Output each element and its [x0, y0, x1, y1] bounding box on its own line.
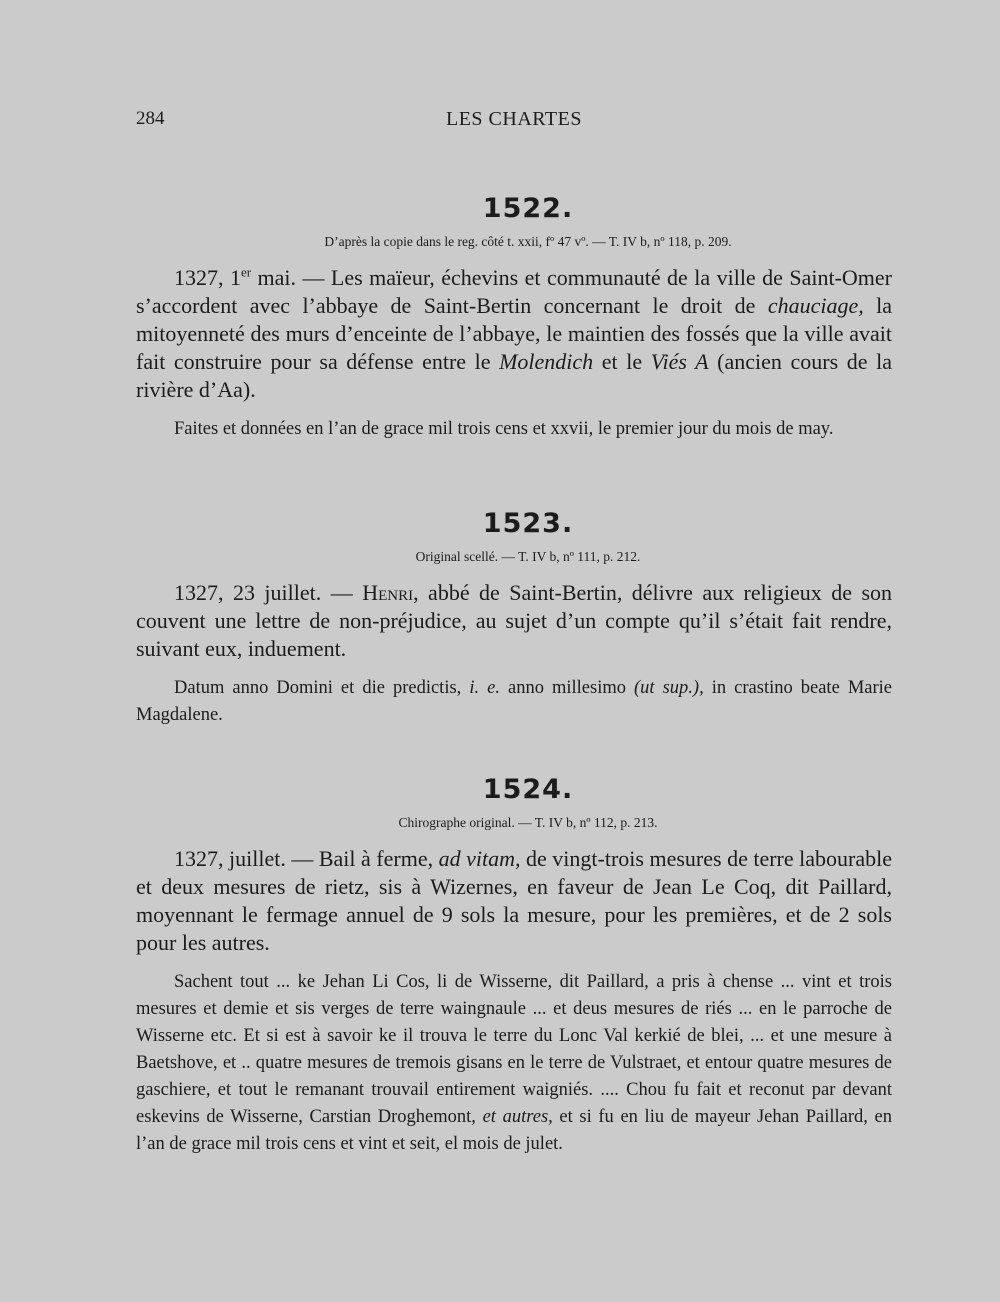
- charter-entry-1522: [136, 193, 892, 443]
- charter-quote: Sachent tout ... ke Jehan Li Cos, li de Wisserne, dit Paillard, a pris à chense ... vint et trois mesures et demie et sis verges de terre waingnaule ... et deus mesures de riés ... en le parroche de Wisserne etc. Et si est à savoir ke il trouva le terre du Lonc Val kerkié de blei, ... et une mesure à Baetshove, et .. quatre mesures de tremois gisans en le terre de Vulstraet, et entour quatre mesures de gaschiere, et tout le remanant trouvail entirement waigniés. .... Chou fu fait et reconut par devant eskevins de Wisserne, Carstian Droghemont, et autres, et si fu en liu de mayeur Jehan Paillard, en l’an de grace mil trois cens et vint et seit, el mois de julet.: [136, 972, 892, 1154]
- charter-quote: Faites et données en l’an de grace mil trois cens et xxvii, le premier jour du mois de may.: [174, 419, 834, 439]
- charter-number: 1524.: [482, 774, 574, 805]
- charter-summary: 1327, 23 juillet. — Henri, abbé de Saint-Bertin, délivre aux religieux de son couvent une lettre de non-préjudice, au sujet d’un compte qu’il s’était fait rendre, suivant eux, induement.: [136, 580, 893, 661]
- charter-number: 1523.: [482, 508, 574, 539]
- charter-entry-1524: [136, 774, 892, 1158]
- running-title: LES CHARTES: [446, 108, 582, 130]
- page-number: 284: [136, 108, 165, 129]
- source-note: Original scellé. — T. IV b, nº 111, p. 212.: [415, 549, 641, 564]
- charter-summary: 1327, juillet. — Bail à ferme, ad vitam, de vingt-trois mesures de terre labourable et deux mesures de rietz, sis à Wizernes, en faveur de Jean Le Coq, dit Paillard, moyennant le fermage annuel de 9 sols la mesure, pour les premières, et de 2 sols pour les autres.: [136, 846, 892, 955]
- source-note: D’après la copie dans le reg. côté t. xxii, fº 47 vº. — T. IV b, nº 118, p. 209.: [324, 234, 732, 249]
- running-head: [0, 108, 1000, 138]
- charter-number: 1522.: [482, 193, 574, 224]
- charter-summary: 1327, 1er mai. — Les maïeur, échevins et communauté de la ville de Saint-Omer s’accordent avec l’abbaye de Saint-Bertin concernant le droit de chauciage, la mitoyenneté des murs d’enceinte de l’abbaye, le maintien des fossés que la ville avait fait construire pour sa défense entre le Molendich et le Viés A (ancien cours de la rivière d’Aa).: [136, 264, 892, 402]
- charter-quote: Datum anno Domini et die predictis, i. e. anno millesimo (ut sup.), in crastino beate Marie Magdalene.: [136, 678, 892, 725]
- source-note: Chirographe original. — T. IV b, nº 112, p. 213.: [398, 815, 658, 830]
- charter-entry-1523: [136, 508, 892, 729]
